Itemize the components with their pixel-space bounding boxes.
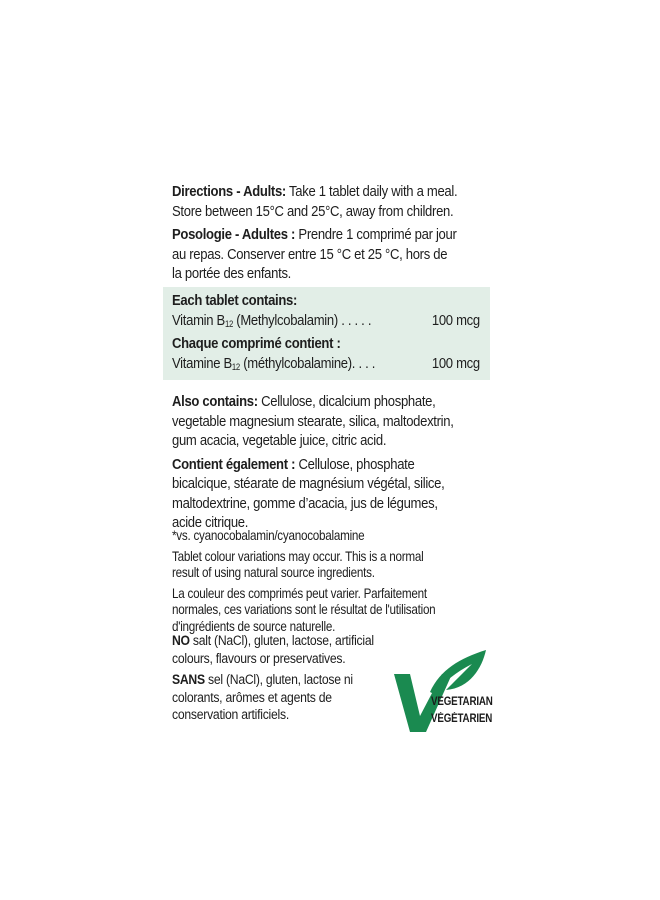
variation-note-en: Tablet colour variations may occur. This is a normal result of using natural source ingredients. xyxy=(172,548,424,580)
vegetarian-label-en: VEGETARIAN xyxy=(431,696,493,708)
directions-fr-label: Posologie - Adultes : xyxy=(172,226,296,243)
directions-en-text: Take 1 tablet daily with a meal. xyxy=(285,183,458,200)
also-contains-en-label: Also contains: xyxy=(172,393,258,410)
ingredient-name-en: Vitamin $B_{12}$ (Methylcobalamin) . . . . . xyxy=(172,311,372,329)
free-from-fr-label: SANS xyxy=(172,672,205,688)
footnote: *vs. cyanocobalamin/cyanocobalamine xyxy=(172,528,365,543)
ingredient-name-fr: Vitamine $B_{12}$ (méthylcobalamine). . . . xyxy=(172,354,376,372)
also-contains-fr-label: Contient également : xyxy=(172,455,296,473)
directions-en-text-2: Store between 15°C and 25°C, away from children. xyxy=(172,202,454,220)
variation-note-fr: La couleur des comprimés peut varier. Parfaitement normales, ces variations sont le résultat de l'utilisation d'ingrédients de source naturelle. xyxy=(172,585,436,634)
directions-fr xyxy=(172,225,492,284)
free-from-en: NO salt (NaCl), gluten, lactose, artificial colours, flavours or preservatives. xyxy=(172,633,374,667)
ingredient-amount-fr: 100 mcg xyxy=(431,354,480,372)
directions-fr-text-3: la portée des enfants. xyxy=(172,265,292,282)
directions-en xyxy=(172,182,492,221)
composition-fr-heading: Chaque comprimé contient : xyxy=(172,335,341,352)
directions-fr-text-2: au repas. Conserver entre 15 °C et 25 °C, hors de xyxy=(172,245,448,263)
composition-fr-row xyxy=(172,354,480,374)
free-from-en-label: NO xyxy=(172,633,190,649)
directions-en-label: Directions - Adults: xyxy=(172,183,286,200)
free-from-fr: SANS sel (NaCl), gluten, lactose ni colorants, arômes et agents de conservation artificiels. xyxy=(172,672,353,723)
vegetarian-label-fr: VÉGÉTARIEN xyxy=(431,713,493,725)
composition-en-heading: Each tablet contains: xyxy=(172,292,298,309)
composition-section xyxy=(172,291,492,373)
also-contains-en: Also contains: Cellulose, dicalcium phosphate, vegetable magnesium stearate, silica, maltodextrin, gum acacia, vegetable juice, citric acid. xyxy=(172,393,454,449)
directions-fr-text: Prendre 1 comprimé par jour xyxy=(295,226,457,243)
directions-section xyxy=(172,182,492,288)
ingredient-amount-en: 100 mcg xyxy=(431,311,480,329)
composition-en-row xyxy=(172,311,480,331)
also-contains-fr: Contient également : Cellulose, phosphate bicalcique, stéarate de magnésium végétal, silice, maltodextrine, gomme d’acacia, jus de légumes, acide citrique. xyxy=(172,455,445,531)
notes-section xyxy=(172,528,499,639)
also-contains-section xyxy=(172,392,492,537)
